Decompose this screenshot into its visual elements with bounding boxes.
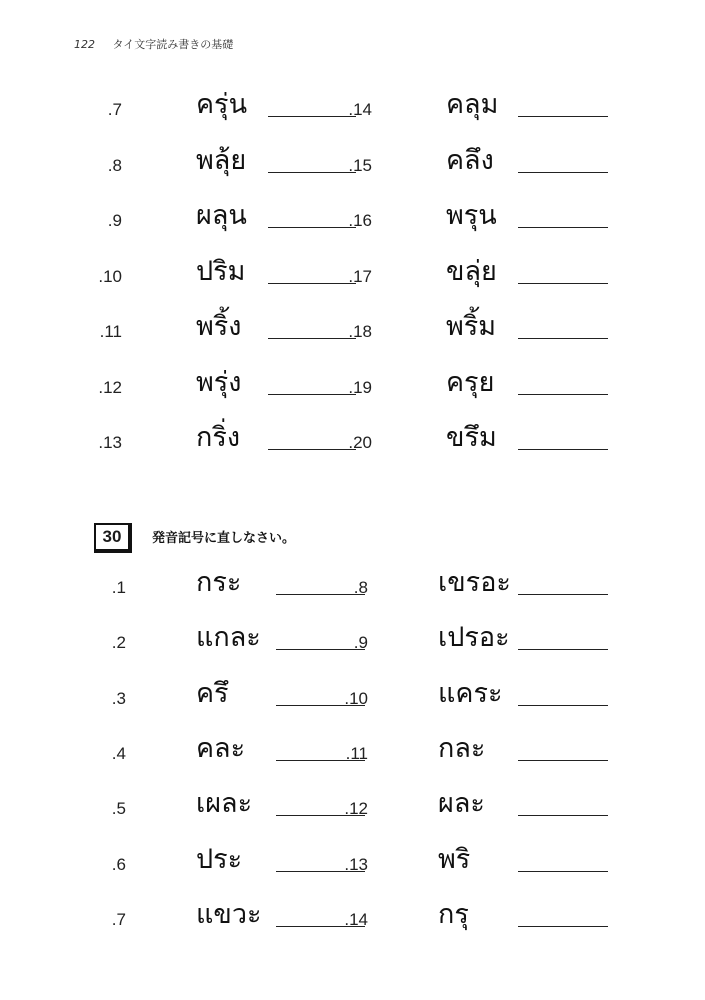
- thai-word: แคระ: [438, 677, 503, 709]
- thai-word: กละ: [438, 732, 486, 764]
- thai-word: แกละ: [196, 622, 261, 654]
- thai-word: พริ: [438, 843, 471, 875]
- answer-blank-line[interactable]: [518, 649, 608, 650]
- thai-word: ผละ: [438, 788, 485, 820]
- thai-word: พรุน: [446, 200, 497, 231]
- thai-word: ครุย: [446, 366, 495, 398]
- thai-word: พริ้ม: [446, 311, 497, 342]
- answer-blank-line[interactable]: [268, 283, 356, 284]
- answer-blank-line[interactable]: [268, 394, 356, 395]
- answer-blank-line[interactable]: [518, 594, 608, 595]
- answer-blank-line[interactable]: [518, 760, 608, 761]
- answer-blank-line[interactable]: [518, 871, 608, 872]
- thai-word: ปริม: [196, 255, 246, 287]
- answer-blank-line[interactable]: [276, 649, 365, 650]
- thai-word: ผลุน: [196, 200, 247, 231]
- thai-word: ครุ่น: [196, 89, 248, 120]
- thai-word: แขวะ: [196, 898, 262, 930]
- thai-word: คละ: [196, 732, 246, 764]
- exercise-number-badge: 30: [94, 523, 132, 553]
- answer-blank-line[interactable]: [518, 227, 608, 228]
- answer-blank-line[interactable]: [268, 338, 356, 339]
- page-number: 122: [74, 38, 95, 51]
- answer-blank-line[interactable]: [518, 926, 608, 927]
- page-header: [74, 36, 233, 52]
- thai-word: ขลุ่ย: [446, 255, 497, 287]
- answer-blank-line[interactable]: [518, 116, 608, 117]
- thai-word: ประ: [196, 843, 243, 875]
- book-title: タイ文字読み書きの基礎: [112, 38, 234, 51]
- answer-blank-line[interactable]: [268, 227, 356, 228]
- thai-word: เขรอะ: [438, 567, 511, 598]
- thai-word: คลุม: [446, 89, 499, 120]
- thai-word: กริ่ง: [196, 422, 241, 453]
- thai-word: เผละ: [196, 788, 253, 820]
- thai-word: เปรอะ: [438, 622, 510, 654]
- answer-blank-line[interactable]: [518, 394, 608, 395]
- answer-blank-line[interactable]: [518, 172, 608, 173]
- exercise-instruction: 発音記号に直しなさい。: [152, 531, 296, 546]
- answer-blank-line[interactable]: [518, 283, 608, 284]
- thai-word: พลุ้ย: [196, 144, 247, 176]
- answer-blank-line[interactable]: [518, 338, 608, 339]
- answer-blank-line[interactable]: [276, 594, 365, 595]
- thai-word: ขรึม: [446, 422, 497, 453]
- thai-word: พรุ่ง: [196, 366, 242, 398]
- thai-word: กรุ: [438, 898, 469, 930]
- thai-word: ครึ: [196, 677, 229, 709]
- answer-blank-line[interactable]: [268, 172, 356, 173]
- answer-blank-line[interactable]: [268, 116, 356, 117]
- answer-blank-line[interactable]: [518, 705, 608, 706]
- answer-blank-line[interactable]: [518, 449, 608, 450]
- thai-word: กระ: [196, 567, 242, 598]
- answer-blank-line[interactable]: [518, 815, 608, 816]
- thai-word: คลึง: [446, 144, 494, 176]
- answer-blank-line[interactable]: [268, 449, 356, 450]
- thai-word: พริ้ง: [196, 311, 242, 342]
